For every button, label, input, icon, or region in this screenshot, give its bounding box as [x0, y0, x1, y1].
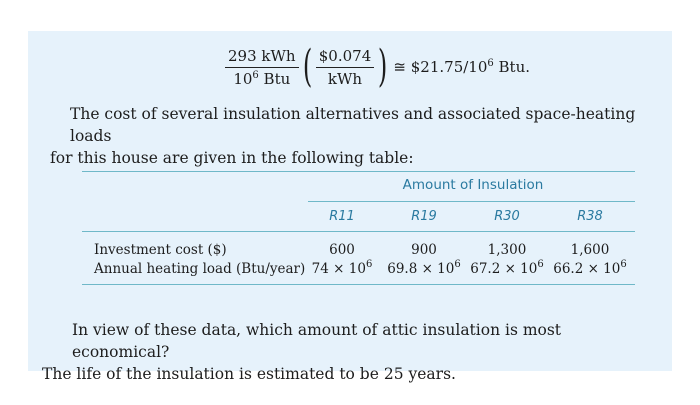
- price-fraction: [316, 47, 375, 88]
- intro-paragraph: [50, 103, 656, 169]
- row-label-investment-cost: Investment cost ($): [94, 242, 227, 258]
- cell-investment-r11: 600: [329, 242, 355, 258]
- energy-fraction: [225, 47, 299, 88]
- question-line-2: The life of the insulation is estimated to be 25 years.: [42, 365, 456, 383]
- load-r30-mantissa: 67.2 × 10: [470, 261, 538, 277]
- cell-investment-r38: 1,600: [570, 242, 610, 258]
- result-exponent: 6: [487, 58, 494, 69]
- column-header-r11: R11: [329, 209, 355, 224]
- amount-of-insulation-header: Amount of Insulation: [402, 177, 544, 193]
- price-fraction-denominator: kWh: [327, 69, 363, 88]
- content-panel: [28, 31, 672, 383]
- cell-investment-r19: 900: [411, 242, 437, 258]
- left-paren: (: [302, 41, 312, 92]
- header-bottom-rule: [82, 231, 635, 232]
- cell-investment-r30: 1,300: [487, 242, 527, 258]
- energy-fraction-numerator: 293 kWh: [225, 47, 299, 68]
- load-r30-exponent: 6: [537, 259, 544, 270]
- load-r38-mantissa: 66.2 × 10: [553, 261, 621, 277]
- result-value: ≅ $21.75/10: [393, 58, 488, 76]
- cell-load-r11: [302, 260, 382, 278]
- intro-line-2: for this house are given in the following table:: [50, 149, 414, 167]
- load-r38-exponent: 6: [620, 259, 627, 270]
- energy-fraction-denominator: [230, 68, 293, 88]
- denominator-unit: Btu: [258, 69, 291, 88]
- cell-load-r19: [384, 260, 464, 278]
- column-header-r30: R30: [494, 209, 520, 224]
- group-header-rule: [308, 201, 635, 202]
- table-top-rule: [82, 171, 635, 172]
- column-header-r19: R19: [411, 209, 437, 224]
- load-r19-exponent: 6: [454, 259, 461, 270]
- result-unit: Btu.: [493, 58, 531, 76]
- load-r11-mantissa: 74 × 10: [311, 261, 366, 277]
- denominator-exponent: 6: [252, 69, 259, 81]
- denominator-base: 10: [233, 69, 253, 88]
- row-label-annual-heating-load: Annual heating load (Btu/year): [94, 261, 306, 277]
- table-bottom-rule: [82, 284, 635, 285]
- price-fraction-numerator: $0.074: [316, 47, 375, 68]
- intro-line-1: The cost of several insulation alternatives and associated space-heating loads: [70, 105, 636, 145]
- load-r11-exponent: 6: [365, 259, 373, 270]
- cell-load-r30: [467, 260, 547, 278]
- cell-load-r38: [550, 260, 630, 278]
- load-r19-mantissa: 69.8 × 10: [387, 261, 455, 277]
- right-paren: ): [378, 41, 388, 92]
- column-header-r38: R38: [577, 209, 603, 224]
- question-line-1: In view of these data, which amount of attic insulation is most economical?: [72, 321, 562, 361]
- question-paragraph: [42, 319, 662, 385]
- equation-result: [393, 58, 530, 76]
- cost-equation: [225, 42, 530, 92]
